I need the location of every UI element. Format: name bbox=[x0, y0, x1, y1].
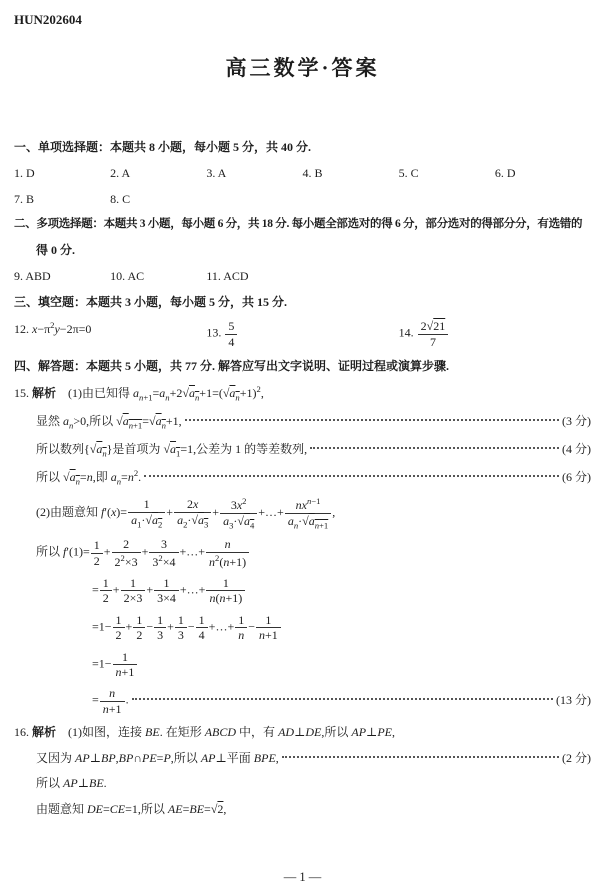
page-number: — 1 — bbox=[283, 870, 322, 884]
solution-line bbox=[14, 650, 591, 680]
answer-item: 4. B bbox=[302, 166, 323, 180]
math-expression: 所以 f′(1)= $\frac{1}{2}$ + $\frac{2}{2^2\times 3}$ + $\frac{3}{3^2\times 4}$ +…+ $\frac{n}{n^2(n+1)}$ bbox=[36, 537, 250, 569]
answer-item: 8. C bbox=[110, 192, 131, 206]
solution-line bbox=[14, 576, 591, 606]
score-label: (6 分) bbox=[562, 470, 591, 485]
math-expression: =1− $\frac{1}{n+1}$ bbox=[92, 650, 138, 680]
answer-item: 3. A bbox=[206, 166, 227, 180]
math-expression: 又因为 AP⊥BP,BP∩PE=P,所以 AP⊥平面 BPE, bbox=[36, 750, 279, 765]
solution-line bbox=[14, 496, 591, 530]
doc-code: HUN202604 bbox=[14, 12, 82, 27]
section-fill-in-header: 三、填空题：本题共 3 小题，每小题 5 分，共 15 分. bbox=[14, 295, 288, 310]
solution-line bbox=[14, 467, 591, 489]
solution-line bbox=[14, 613, 591, 643]
answer-item: 11. ACD bbox=[206, 269, 249, 284]
math-expression: 所以 $√a_n=n$,即 $a_n=n^2$. bbox=[36, 468, 142, 487]
answer-item: 6. D bbox=[494, 166, 516, 180]
score-label: (13 分) bbox=[556, 693, 591, 708]
math-expression: 15. 解析 (1)由已知得 $a_{n+1}=a_n+2√a_n+1=(√a_n+1)^2$, bbox=[14, 384, 264, 403]
math-expression: = $\frac{1}{2}$ + $\frac{1}{2\times 3}$ + $\frac{1}{3\times 4}$ +…+ $\frac{1}{n(n+1)}$ bbox=[92, 576, 246, 606]
solution-line bbox=[14, 749, 591, 768]
dot-leader bbox=[132, 698, 553, 700]
math-expression: (2)由题意知 f′(x)= $\frac{1}{a_1\cdot√a_2}$ + $\frac{2x}{a_2\cdot√a_3}$ + $\frac{3x^2}{a_3\cdot√a_4}$ +…+ $nx^{n-1}$ $a_n\cdot√a_{n+1}$ , bbox=[36, 496, 336, 530]
solution-line bbox=[14, 412, 591, 433]
answer-item: 1. D bbox=[14, 166, 35, 180]
solution-line bbox=[14, 774, 591, 793]
math-expression: =1− $\frac{1}{2}$ + $\frac{1}{2}$ − $\frac{1}{3}$ + $\frac{1}{3}$ − $\frac{1}{4}$ +…+ $\frac{1}{n}$ − $\frac{1}{n+1}$ bbox=[92, 613, 282, 643]
math-expression: = $\frac{n}{n+1}$ . bbox=[92, 686, 129, 716]
solution-16 bbox=[14, 723, 591, 818]
fill-in-answer: 14. $\frac{2√21}{7}$ bbox=[399, 319, 591, 349]
fill-in-answer: 13. $\frac{5}{4}$ bbox=[206, 319, 398, 349]
fill-in-answers-row bbox=[14, 319, 591, 349]
solution-line bbox=[14, 383, 591, 405]
answer-item: 9. ABD bbox=[14, 269, 51, 284]
score-label: (4 分) bbox=[562, 441, 591, 456]
answer-item: 7. B bbox=[14, 192, 35, 206]
dot-leader bbox=[282, 756, 559, 758]
math-expression: 所以数列$\{√a_n\}$是首项为 $√a_1=1$,公差为 1 的等差数列, bbox=[36, 441, 308, 458]
answer-item: 5. C bbox=[398, 166, 419, 180]
single-choice-answers-row1 bbox=[14, 164, 591, 182]
answer-item: 2. A bbox=[110, 166, 131, 180]
math-expression: 所以 AP⊥BE. bbox=[36, 776, 107, 791]
math-expression: 由题意知 DE=CE=1,所以 AE=BE=√2, bbox=[36, 801, 227, 816]
dot-leader bbox=[310, 447, 559, 449]
section-solutions-header: 四、解答题：本题共 5 小题，共 77 分. 解答应写出文字说明、证明过程或演算步骤. bbox=[14, 359, 450, 374]
solution-line bbox=[14, 686, 591, 716]
solution-line bbox=[14, 537, 591, 569]
section-multi-choice-header: 二、多项选择题：本题共 3 小题，每小题 6 分，共 18 分. 每小题全部选对的得 6 分，部分选对的得部分分，有选错的 bbox=[14, 218, 583, 230]
fill-in-answer: 12. $x-\pi^2y-2\pi=0$ bbox=[14, 320, 92, 337]
single-choice-answers-row2 bbox=[14, 190, 591, 208]
solution-line bbox=[14, 440, 591, 461]
answer-item: 10. AC bbox=[110, 269, 145, 284]
score-label: (2 分) bbox=[562, 750, 591, 765]
score-label: (3 分) bbox=[562, 413, 591, 428]
math-expression: 16. 解析 (1)如图，连接 BE. 在矩形 ABCD 中，有 AD⊥DE,所以 AP⊥PE, bbox=[14, 725, 396, 740]
solution-15 bbox=[14, 383, 591, 716]
solution-line bbox=[14, 800, 591, 819]
solution-line bbox=[14, 723, 591, 742]
dot-leader bbox=[144, 475, 559, 477]
math-expression: 显然 $a_n>0$,所以 $√a_{n+1}=√a_n+1$, bbox=[36, 413, 182, 431]
section-single-choice-header: 一、单项选择题：本题共 8 小题，每小题 5 分，共 40 分. bbox=[14, 140, 312, 154]
dot-leader bbox=[185, 419, 559, 421]
section-multi-choice-header-continuation: 得 0 分. bbox=[36, 243, 76, 258]
page-title: 高三数学·答案 bbox=[225, 56, 380, 80]
multi-choice-answers-row bbox=[14, 267, 591, 285]
